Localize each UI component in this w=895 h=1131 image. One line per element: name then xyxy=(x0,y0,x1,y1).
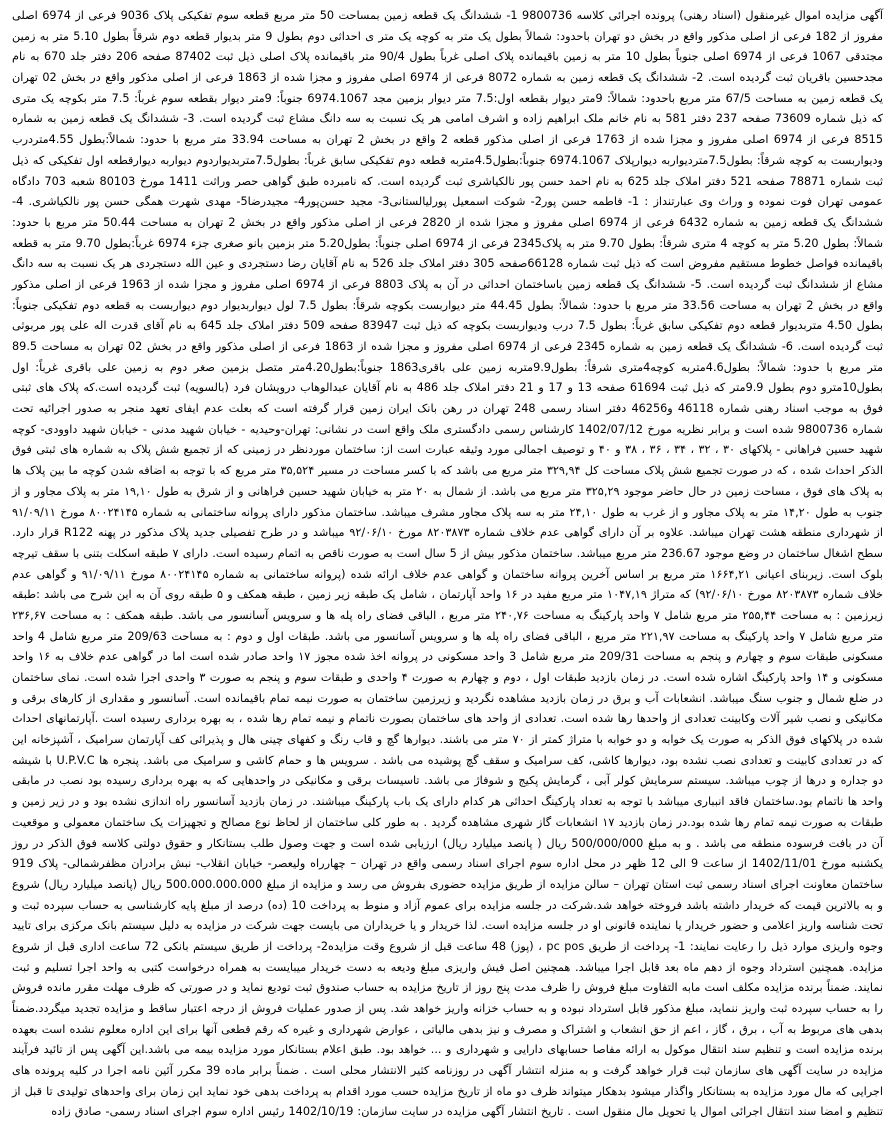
auction-notice-text: آگهی مزایده اموال غیرمنقول (اسناد رهنی) پرونده اجرائی کلاسه 9800736 1- ششدانگ یک قطعه زمین بمساحت 50 متر مربع قطعه سوم تفکیکی پلاک 9036 فرعی از 6974 اصلی مفروز از 182 فرعی از اصلی مذکور واقع در بخش دو تهران باحدود: شمالاً بطول یک متر به کوچه یک متر ی احداثی دوم بطول 9 متر بدیوار قطعه دوم شرقاً بطول 5.10 متر به زمین مجتدقی 1067 فرعی از 6974 اصلی جنوباً بطول 10 متر به زمین باقیمانده پلاک اصلی غرباً بطول 90/4 متر باقیمانده پلاک اصلی ذیل ثبت 87402 صفحه 206 دفتر جلد 670 به نام مجدحسین باقریان ثبت گردیده است. 2- ششدانگ یک قطعه زمین به شماره 8072 فرعی از 6974 اصلی مفروز و مجزا شده از 1863 فرعی از اصلی مذکور واقع در بخش 02 تهران یک قطعه زمین به مساحت 67/5 متر مربع باحدود: شمالاً: 9متر دیوار بقطعه اول:7.5 متر دیوار بزمین مجد 6974.1067 جنوباً: 9متر دیوار بقطعه سوم غرباً: 7.5 متر بکوچه یک متری که ذیل شماره 73609 صفحه 237 دفتر 581 به نام خانم ملک ابراهیم زاده و اشرف امامی هر یک نسبت به سه دانگ مشاع ثبت گردیده است. 3- ششدانگ یک قطعه زمین به شماره 8515 فرعی از 6974 اصلی مفروز و مجزا شده از 1763 فرعی از اصلی مذکور قطعه 2 واقع در بخش 2 تهران به مساحت 33.94 متر مربع با حدود: شمالاً:بطول 4.55متردرب ودیواربست به کوچه شرقاً: بطول7.5متردیواربه دیوارپلاک 6974.1067 جنوباً:بطول4.5متربه قطعه دوم تفکیکی سابق غرباً: بطول7.5متربدیواردوم دیواربه دیوارقطعه اول تفکیکی که ذیل ثبت شماره 78871 صفحه 521 دفتر املاک جلد 625 به نام احمد حسن پور نالکیاشری ثبت گردیده است. که نامبرده طبق گواهی حصر وراثت 1411 مورخ 80103 شعبه 703 دادگاه عمومی تهران فوت نموده و وراث وی عبارتنداز : 1- فاطمه حسن پور2- شوکت اسمعیل پورلیالستانی3- مجید حسن‌پور4- مجیدرضا5- مهدی شهرت همگی حسن پور نالکیاشری. 4- ششدانگ یک قطعه زمین به شماره 6432 فرعی از 6974 اصلی مفروز و مجزا شده از 2820 فرعی از اصلی مذکور واقع در بخش 2 تهران به مساحت 50.44 متر مربع با حدود: شمالاً: بطول 5.20 متر به کوچه 4 متری شرقاً: بطول 9.70 متر به پلاک2345 فرعی از 6974 اصلی جنوباً: بطول5.20 متر بزمین بانو صغری جزء 6974 غرباً:بطول 9.70 متر به قطعه باقیمانده فواصل خطوط مستقیم مفروض است که ذیل ثبت شماره 66128صفحه 305 دفتر املاک جلد 526 به نام آقایان رضا دستجردی و عین الله دستجردی هر یک نسبت به سه دانگ مشاع از ششدانگ ثبت گردیده است. 5- ششدانگ یک قطعه زمین باساختمان احداثی در آن به پلاک 8803 فرعی از 6974 اصلی مفروز و مجزا شده از 1963 فرعی از اصلی مذکور واقع در بخش 2 تهران به مساحت 33.56 متر مربع با حدود: شمالاً: بطول 44.45 متر دیواربست بکوچه شرقاً: بطول 7.5 لول دیواربدیوار دوم دیواربست به قطعه دوم تفکیکی جنوباً: بطول 4.50 متربدیوار قطعه دوم تفکیکی سابق غرباً: بطول 7.5 درب ودیواربست بکوچه که ذیل ثبت 83947 صفحه 509 دفتر املاک جلد 645 به نام آقای قدرت اله علی پور مربوثی ثبت گردیده است. 6- ششدانگ یک قطعه زمین به شماره 2345 فرعی از 6974 اصلی مفروز و مجزا شده از 1863 فرعی از اصلی مذکور واقع در بخش 02 تهران به مساحت 89.5 متر مربع با حدود: شمالاً: بطول4.6متربه کوچه4متری شرقاً: بطول9.9متربه زمین علی باقری1863 جنوباً:بطول4.20متر متصل بزمین صغر دوم به زمین علی باقری غرباً: اول بطول10مترو دوم بطول 9.9متر که ذیل ثبت 61694 صفحه 13 و 17 و 21 دفتر املاک جلد 486 به نام آقایان عبدالوهاب درویشان فرد (بالسویه) ثبت گردیده است.که پلاک های ثبتی فوق به موجب اسناد رهنی شماره 46118 و46256 دفتر اسناد رسمی 248 تهران در رهن بانک ایران زمین قرار گرفته است که بعلت عدم ایفای تعهد منجر به صدور اجرائیه تحت شماره 9800736 شده است و برابر نظریه مورخ 1402/07/12 کارشناس رسمی دادگستری ملک واقع است در نشانی: تهران-وحیدیه - خیابان شهید مدنی - خیابان شهید داوودی- کوچه شهید حسین فراهانی - پلاکهای ۳۰ ، ۳۲ ، ۳۴ ، ۳۶ ، ۳۸ و ۴۰ و توصیف اجمالی مورد وثیقه عبارت است از: ساختمان موردنظر در زمینی که از تجمیع شش پلاک به شماره های ثبتی فوق الذکر احداث شده ، که در صورت تجمیع شش پلاک مساحت کل ۳۲۹,۹۴ متر مربع می باشد که با کسر مساحت در مسیر ۳۵,۵۲۴ متر مربع که با توجه به اضافه شدن کوچه ما بین پلاک ها به پلاک های فوق ، مساحت زمین در حال حاضر موجود ۳۲۵,۲۹ متر مربع می باشد. از شمال به ۲۰ متر به خیابان شهید حسین فراهانی و از شرق به طول ۱۹,۱۰ متر به پلاک مجاور و از جنوب به طول ۱۴,۲۰ متر به پلاک مجاور و از غرب به طول ۲۴,۱۰ متر به سه پلاک مجاور مشرف میباشد. ساختمان مذکور دارای پروانه ساختمانی به شماره ۸۰۰۲۴۱۴۵ مورخ ۹۱/۰۹/۱۱ از شهرداری منطقه هشت تهران میباشد. علاوه بر آن دارای گواهی عدم خلاف شماره ۸۲۰۳۸۷۳ مورخ ۹۲/۰۶/۱۰ میباشد و در طرح تفصیلی جدید پلاک مذکور در پهنه R122 قرار دارد. سطح اشغال ساختمان در وضع موجود 236.67 متر مربع میباشد. ساختمان مذکور بیش از 5 سال است به صورت ناقص به اتمام رسیده است. دارای ۷ طبقه اسکلت بتنی با سقف تیرچه بلوک است. زیربنای اعیانی ۱۶۶۴,۲۱ متر مربع بر اساس آخرین پروانه ساختمان و گواهی عدم خلاف ارائه شده (پروانه ساختمانی به شماره ۸۰۰۲۴۱۴۵ مورخ ۹۱/۰۹/۱۱ و گواهی عدم خلاف شماره ۸۲۰۳۸۷۳ مورخ ۹۲/۰۶/۱۰) که متراژ ۱۰۴۷,۱۹ متر مربع مفید در ۱۶ واحد آپارتمان ، شامل یک طبقه زیر زمین ، طبقه همکف و ۵ طبقه روی آن به این شرح می باشد :طبقه زیرزمین : به مساحت ۲۵۵,۴۴ متر مربع شامل ۷ واحد پارکینگ به مساحت ۲۴۰,۷۶ متر مربع ، الباقی فضای راه پله ها و سرویس آسانسور می باشد. طبقه همکف : به مساحت ۲۳۶,۶۷ متر مربع شامل ۷ واحد پارکینگ به مساحت ۲۲۱,۹۷ متر مربع ، الباقی فضای راه پله ها و سرویس آسانسور می باشد. طبقات اول و دوم : به مساحت 209/63 متر مربع شامل 4 واحد مسکونی طبقات سوم و چهارم و پنجم به مساحت 209/31 متر مربع شامل 3 واحد مسکونی در پروانه اخذ شده مجوز ۱۷ واحد صادر شده است اما در گواهی عدم خلاف به ۱۶ واحد مسکونی و ۱۴ واحد پارکینگ اشاره شده است. در زمان بازدید طبقات اول ، دوم و چهارم به صورت ۴ واحدی و طبقات سوم و پنجم به صورت ۳ واحدی اجرا شده است. نمای ساختمان در ضلع شمال و جنوب سنگ میباشد. انشعابات آب و برق در زمان بازدید مشاهده نگردید و زیرزمین ساختمان به صورت نیمه تمام باقیمانده است. آسانسور و مقداری از کارهای برقی و مکانیکی و نصب شیر آلات وکابینت تعدادی از واحدها رها شده است. تعدادی از واحد های ساختمان بصورت ناتمام و نیمه تمام رها شده ، به بهره برداری رسیده است .آپارتمانهای احداث شده در پلاکهای فوق الذکر به صورت یک خوابه و دو خوابه با متراژ کمتر از ۷۰ متر می باشند. دیوارها گچ و قاب رنگ و کفهای چینی هال و پذیرائی کف آپارتمان سرامیک ، آشپزخانه این که در تعدادی کابینت و تعدادی نصب نشده بود، دیوارها کاشی، کف سرامیک و سقف گچ پوشیده می باشد . سرویس ها و حمام کاشی و سرامیک می باشد. پنجره ها U.P.V.C با شیشه دو جداره و درها از چوب میباشد. سیستم سرمایش کولر آبی ، گرمایش پکیج و شوفاژ می باشد. تاسیسات برقی و مکانیکی در واحدهایی که به بهره برداری رسیده بود نصب در مابقی واحد ها ناتمام بود.ساختمان فاقد انبباری میباشد با توجه به تعداد پارکینگ احداثی هر کدام دارای یک باب پارکینگ میباشند. در زمان بازدید آسانسور راه اندازی نشده بود و در زیر زمین و طبقات به صورت نیمه تمام رها شده بود.در زمان بازدید ۱۷ انشعابات گاز شهری مشاهده گردید . به طور کلی ساختمان از لحاظ نوع مصالح و تجهیزات یک ساختمان معمولی و موقعیت آن در بافت فرسوده منطقه می باشد . و به مبلغ 500/000/000 ریال ( پانصد میلیارد ریال) ارزیابی شده است و جهت وصول طلب بستانکار و حقوق دولتی کلاسه فوق الذکر در روز یکشنبه مورخ 1402/11/01 از ساعت 9 الی 12 ظهر در محل اداره سوم اجرای اسناد رسمی واقع در تهران – چهارراه ولیعصر- خیابان انقلاب- نبش برادران مظفرشمالی- پلاک 919 ساختمان معاونت اجرای اسناد رسمی ثبت استان تهران – سالن مزایده از طریق مزایده حضوری بفروش می رسد و مزایده از مبلغ 500.000.000.000 ریال (پانصد میلیارد ریال) شروع و به بالاترین قیمت که خریدار داشته باشد فروخته خواهد شد.شرکت در جلسه مزایده برای عموم آزاد و منوط به پرداخت 10 (ده) درصد از مبلغ پایه کارشناسی به حساب سپرده ثبت و تحت شناسه واریز اعلامی و حضور خریدار یا نماینده قانونی او در جلسه مزایده است. لذا خریدار و یا خریداران می بایست جهت شرکت در مزایده به دلیل سیستم بانک مرکزی برای تایید وجوه واریزی موارد ذیل را رعایت نمایند: 1- پرداخت از طریق pc pos ، (پوز) 48 ساعت قبل از شروع وقت مزایده2- پرداخت از طریق سیستم بانکی 72 ساعت اداری قبل از شروع مزایده. همچنین استرداد وجوه از دهم ماه بعد قابل اجرا میباشد. همچنین اصل فیش واریزی مبلغ ودیعه به دست خریدار میبایست به همراه درخواست کتبی به واحد اجرا تسلیم و ثبت نمایند. ضمناً برنده مزایده مکلف است مابه التفاوت مبلغ فروش را ظرف مدت پنج روز از تاریخ مزایده به حساب صندوق ثبت تودیع نماید و در صورتی که ظرف مهلت مقرر مانده فروش را به حساب سپرده ثبت واریز ننماید، مبلغ مذکور قابل استرداد نبوده و به حساب خزانه واریز خواهد شد. پس از صدور عملیات فروش از درجه اعتبار ساقط و مزایده تجدید میگردد.ضمناً بدهی های مربوط به آب ، برق ، گاز ، اعم از حق انشعاب و اشتراک و مصرف و نیز بدهی مالیاتی ، عوارض شهرداری و غیره که رقم قطعی آنها برای این اداره معلوم نشده است بعهده برنده مزایده است و تنظیم سند انتقال موکول به ارائه مفاصا حسابهای دارایی و شهرداری و ... خواهد بود. طبق اعلام بستانکار مورد مزایده بیمه می باشد.این آگهی پس از تائید فرآیند مزایده در سایت آگهی های سازمان ثبت قرار خواهد گرفت و به منزله انتشار آگهی در روزنامه کثیر الانتشار محلی است . ضمناً برابر ماده 39 مکرر آئین نامه اجرا در کلیه پرونده های اجرایی که مال مورد مزایده به بستانکار واگذار میشود بدهکار میتواند ظرف دو ماه از تاریخ مزایده حسب مورد اقدام به پرداخت بدهی خود نماید این زمان برای واحدهای تولیدی تا قبل از تنظیم و امضا سند انتقال اجرائی اموال یا تحویل مال منقول است . تاریخ انتشار آگهی مزایده در سایت سازمان: 1402/10/19 رئیس اداره سوم اجرای اسناد رسمی- صادق زاده xyxy=(12,9,884,1119)
